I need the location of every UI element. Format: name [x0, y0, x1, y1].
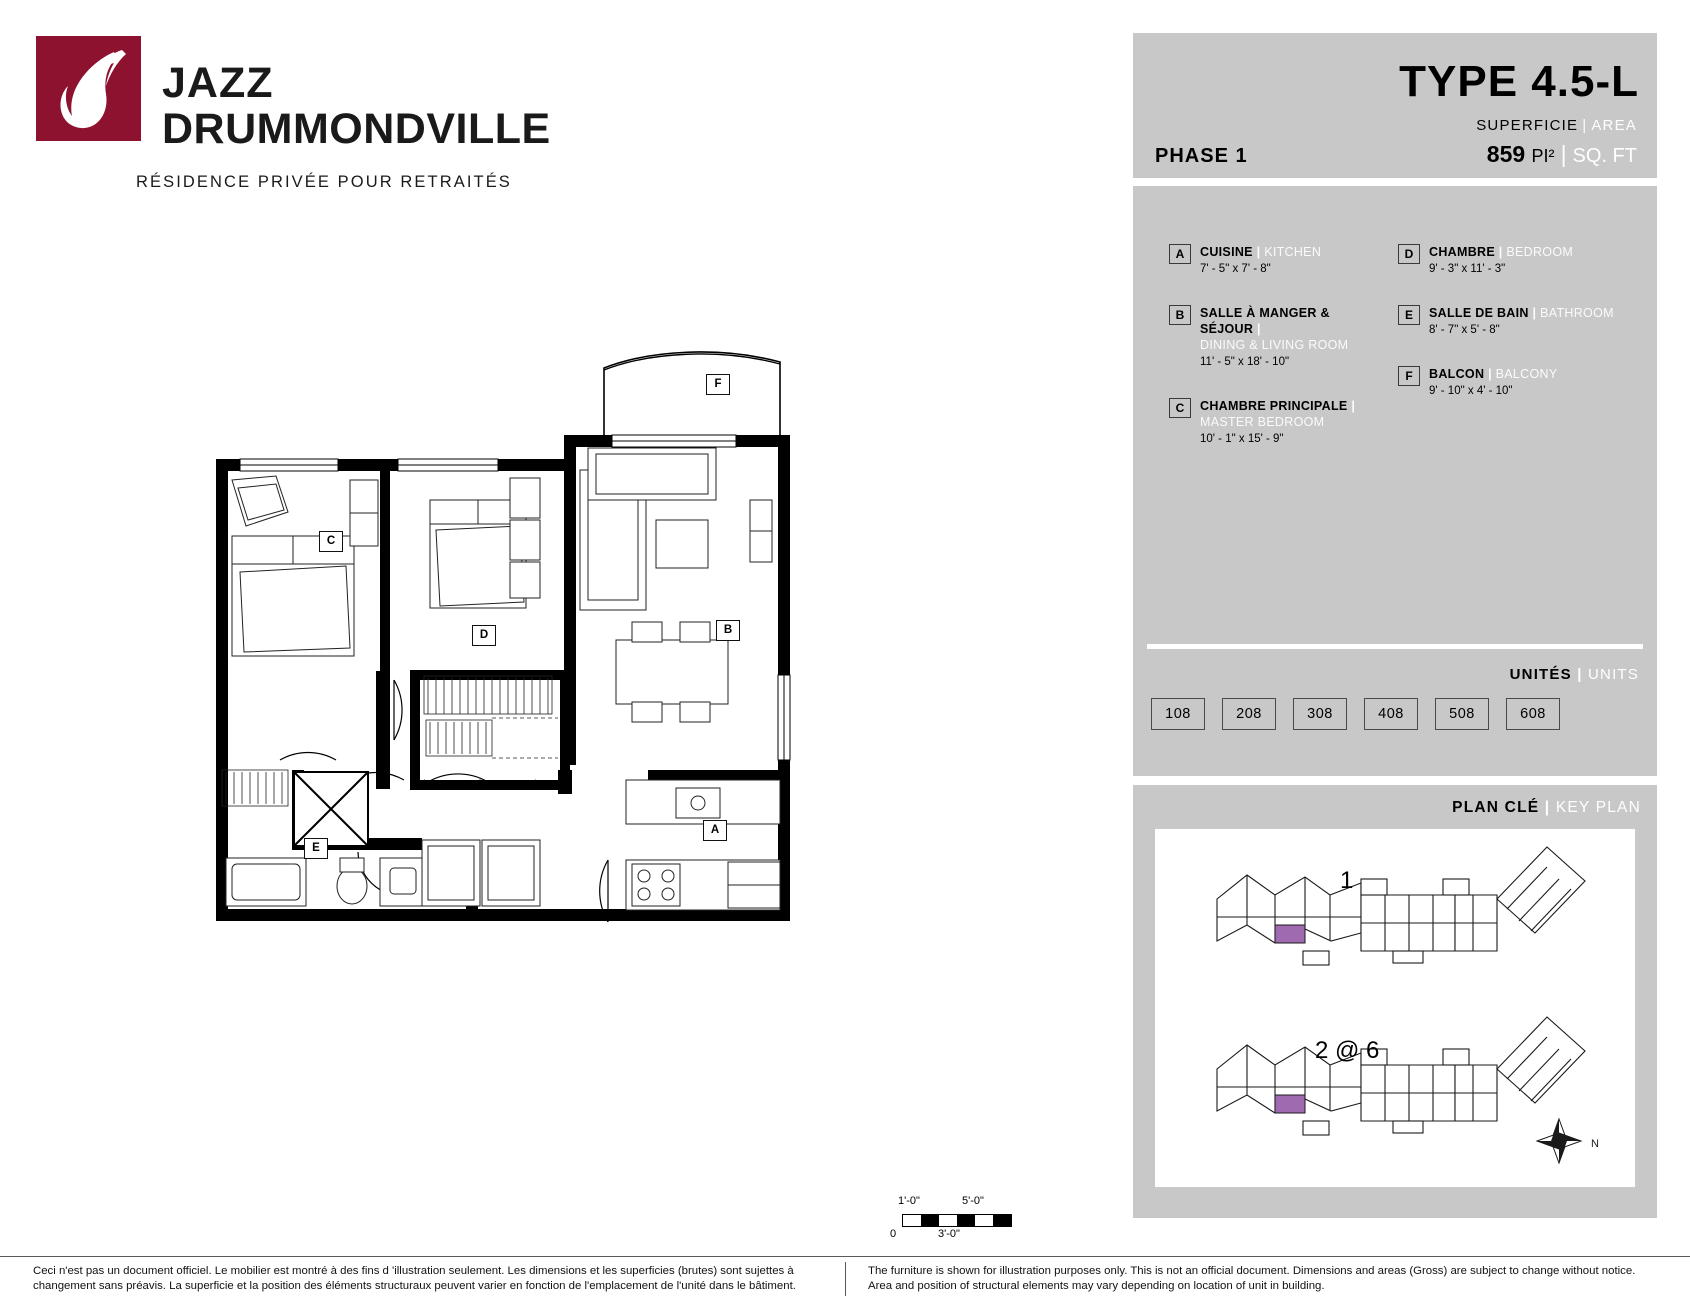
units-title-sep: | — [1577, 666, 1583, 683]
unit-chip-208[interactable]: 208 — [1222, 698, 1276, 730]
footer-divider — [845, 1262, 846, 1296]
legend-dims-c: 10' - 1" x 15' - 9" — [1200, 433, 1284, 445]
legend-sep-f: | — [1488, 367, 1492, 381]
disclaimer-fr: Ceci n'est pas un document officiel. Le mobilier est montré à des fins d 'illustration seulement. Les dimensions et les superficies (brutes) sont sujettes à changement sans préavis. La superficie et la position des éléments structuraux peuvent varier en fonction de l'emplacement de l'unité dans le bâtiment. — [33, 1265, 796, 1292]
legend-name-b — [1200, 305, 1384, 337]
units-list — [1151, 698, 1560, 730]
legend-tag-c: C — [1169, 398, 1191, 418]
area-unit-sep: | — [1560, 141, 1567, 167]
legend-name-d — [1429, 244, 1628, 260]
keyplan-level-2-label: 2 @ 6 — [1315, 1037, 1380, 1064]
keyplan-title-fr: PLAN CLÉ — [1452, 799, 1540, 816]
unit-chip-508[interactable]: 508 — [1435, 698, 1489, 730]
legend-name-fr-b: SALLE À MANGER & SÉJOUR — [1200, 306, 1330, 336]
legend-name-en-e: BATHROOM — [1540, 306, 1614, 320]
legend-name-a — [1200, 244, 1384, 260]
room-tag-e: E — [304, 838, 328, 859]
legend-sep-b: | — [1257, 322, 1261, 336]
room-tag-d: D — [472, 625, 496, 646]
legend-name-c — [1200, 398, 1384, 414]
panel-header — [1133, 33, 1657, 178]
legend-name-fr-a: CUISINE — [1200, 245, 1253, 259]
legend-dims-f: 9' - 10" x 4' - 10" — [1429, 385, 1513, 397]
legend-item-f — [1398, 366, 1628, 399]
logo-tagline: RÉSIDENCE PRIVÉE POUR RETRAITÉS — [136, 173, 512, 191]
brand-logo — [36, 36, 556, 191]
legend-name-e — [1429, 305, 1628, 321]
keyplan-canvas — [1155, 829, 1635, 1187]
scale-label-right: 5'-0" — [962, 1195, 984, 1207]
legend-name-en-a: KITCHEN — [1264, 245, 1322, 259]
info-panel — [1133, 33, 1657, 1218]
units-title-fr: UNITÉS — [1509, 666, 1572, 683]
legend-dims-d: 9' - 3" x 11' - 3" — [1429, 263, 1506, 275]
keyplan-title — [1452, 799, 1641, 817]
area-unit-en: SQ. FT — [1572, 145, 1637, 167]
scale-graphic — [902, 1214, 1012, 1227]
footer-rule — [0, 1256, 1690, 1257]
compass-icon — [1537, 1119, 1581, 1163]
scale-label-zero: 0 — [890, 1228, 897, 1240]
legend-column-right — [1398, 244, 1628, 427]
keyplan-highlight-level2 — [1275, 1095, 1305, 1113]
legend-sep-e: | — [1532, 306, 1537, 320]
legend-name-en-d: BEDROOM — [1506, 245, 1574, 259]
legend-dims-e: 8' - 7" x 5' - 8" — [1429, 324, 1500, 336]
legend-dims-a: 7' - 5" x 7' - 8" — [1200, 263, 1271, 275]
unit-chip-308[interactable]: 308 — [1293, 698, 1347, 730]
legend-tag-b: B — [1169, 305, 1191, 325]
logo-title-city: DRUMMONDVILLE — [162, 105, 551, 153]
unit-type-title: TYPE 4.5-L — [1399, 57, 1639, 106]
units-title-en: UNITS — [1588, 666, 1639, 683]
legend-tag-e: E — [1398, 305, 1420, 325]
legend-item-b — [1169, 305, 1384, 370]
disclaimer-en: The furniture is shown for illustration purposes only. This is not an official document. Dimensions and areas (Gross) are subject to change without notice. Area and position of structural elements may vary depending on location of unit in building. — [868, 1265, 1636, 1292]
legend-name-fr-c: CHAMBRE PRINCIPALE — [1200, 399, 1348, 413]
area-caption — [1476, 117, 1637, 134]
room-tag-c: C — [319, 531, 343, 552]
room-tag-a: A — [703, 820, 727, 841]
logo-title-jazz: JAZZ — [162, 59, 274, 107]
panel-legend — [1133, 186, 1657, 776]
legend-tag-f: F — [1398, 366, 1420, 386]
scale-bar — [890, 1195, 1020, 1245]
legend-item-c — [1169, 398, 1384, 447]
legend-column-left — [1169, 244, 1384, 475]
legend-name-en-b: DINING & LIVING ROOM — [1200, 338, 1349, 352]
legend-name-en-c: MASTER BEDROOM — [1200, 415, 1325, 429]
legend-sep-d: | — [1498, 245, 1503, 259]
legend-name-fr-e: SALLE DE BAIN — [1429, 306, 1529, 320]
keyplan-svg — [1155, 829, 1635, 1187]
panel-keyplan — [1133, 785, 1657, 1218]
legend-name-fr-d: CHAMBRE — [1429, 245, 1495, 259]
legend-sep-c: | — [1351, 399, 1356, 413]
logo-mark — [36, 36, 141, 141]
floor-plan-drawing — [180, 340, 880, 960]
legend-sep-a: | — [1256, 245, 1261, 259]
area-caption-fr: SUPERFICIE — [1476, 117, 1579, 134]
legend-dims-b: 11' - 5" x 18' - 10" — [1200, 356, 1290, 368]
area-caption-en: AREA — [1591, 117, 1637, 134]
legend-item-a — [1169, 244, 1384, 277]
legend-name-en-f: BALCONY — [1495, 367, 1558, 381]
legend-item-d — [1398, 244, 1628, 277]
legend-name-fr-f: BALCON — [1429, 367, 1485, 381]
area-unit-fr: PI² — [1531, 146, 1555, 166]
unit-chip-608[interactable]: 608 — [1506, 698, 1560, 730]
phase-label: PHASE 1 — [1155, 145, 1248, 167]
scale-label-mid: 3'-0" — [938, 1228, 960, 1240]
legend-item-e — [1398, 305, 1628, 338]
area-value: 859 — [1486, 141, 1526, 167]
legend-tag-a: A — [1169, 244, 1191, 264]
legend-tag-d: D — [1398, 244, 1420, 264]
area-caption-sep: | — [1582, 117, 1588, 134]
keyplan-level-1-label: 1 — [1340, 867, 1354, 894]
keyplan-highlight-level1 — [1275, 925, 1305, 943]
keyplan-title-sep: | — [1544, 799, 1551, 816]
scale-label-left: 1'-0" — [898, 1195, 920, 1207]
floor-plan-svg — [180, 340, 880, 960]
legend-name-f — [1429, 366, 1628, 382]
unit-chip-108[interactable]: 108 — [1151, 698, 1205, 730]
svg-text:N: N — [1591, 1138, 1599, 1150]
area-value-row — [1487, 141, 1637, 168]
room-tag-b: B — [716, 620, 740, 641]
units-title — [1510, 666, 1639, 683]
keyplan-title-en: KEY PLAN — [1555, 799, 1641, 816]
units-divider — [1147, 644, 1643, 649]
jazz-j-icon — [36, 36, 141, 141]
unit-chip-408[interactable]: 408 — [1364, 698, 1418, 730]
room-tag-f: F — [706, 374, 730, 395]
